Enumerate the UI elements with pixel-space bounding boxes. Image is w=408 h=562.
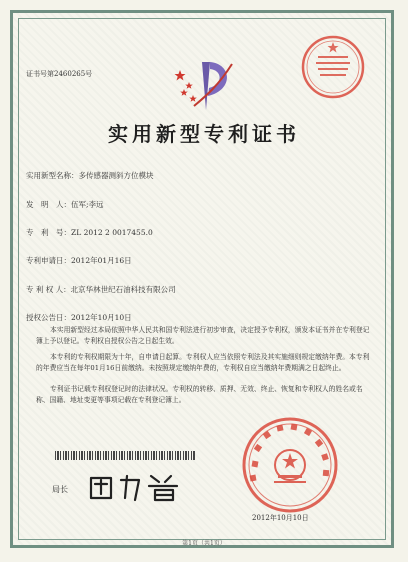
certificate-number: 证书号第2460265号 [26, 70, 93, 78]
official-seal-icon [300, 34, 366, 100]
field-value: 2012年01月16日 [71, 256, 132, 265]
field-value: 伍军;李远 [71, 200, 104, 209]
field-utility-model-name [26, 172, 154, 180]
field-patentee [26, 286, 176, 294]
field-application-date [26, 257, 132, 265]
field-patent-number [26, 229, 153, 237]
field-label: 实用新型名称： [26, 171, 79, 180]
field-value: 北京华林世纪石油科技有限公司 [70, 285, 176, 294]
patent-office-logo-icon [172, 56, 240, 112]
field-value: ZL 2012 2 0017455.0 [71, 228, 153, 237]
field-label: 专利申请日： [26, 256, 71, 265]
field-inventor [26, 201, 104, 209]
body-paragraph: 本专利的专利权期限为十年，自申请日起算。专利权人应当依照专利法及其实施细则规定缴纳年费。本专利的年费应当在每年01月16日前缴纳。未按照规定缴纳年费的，专利权自应当缴纳年费期满之日起终止。 [36, 353, 370, 372]
certificate-title: 实用新型专利证书 [108, 122, 300, 146]
director-signature [85, 470, 185, 504]
page-footer: 第1页（共1页） [182, 540, 226, 547]
body-paragraph: 专利证书记载专利权登记时的法律状况。专利权的转移、质押、无效、终止、恢复和专利权人的姓名或名称、国籍、地址变更等事项记载在专利登记簿上。 [36, 385, 363, 404]
field-label: 发 明 人： [26, 200, 71, 209]
seal-date: 2012年10月10日 [252, 514, 309, 522]
field-label: 专 利 权 人： [26, 285, 71, 294]
field-label: 专 利 号： [26, 228, 71, 237]
director-label: 局长 [52, 485, 68, 494]
field-value: 多传感器测斜方位模块 [78, 171, 154, 180]
body-paragraph: 本实用新型经过本局依照中华人民共和国专利法进行初步审查，决定授予专利权，颁发本证书并在专利登记簿上予以登记。专利权自授权公告之日起生效。 [36, 326, 370, 345]
field-value: 2012年10月10日 [71, 313, 132, 322]
field-grant-date [26, 314, 132, 322]
barcode-icon [55, 451, 195, 460]
official-seal-icon [240, 415, 340, 515]
field-label: 授权公告日： [26, 313, 71, 322]
